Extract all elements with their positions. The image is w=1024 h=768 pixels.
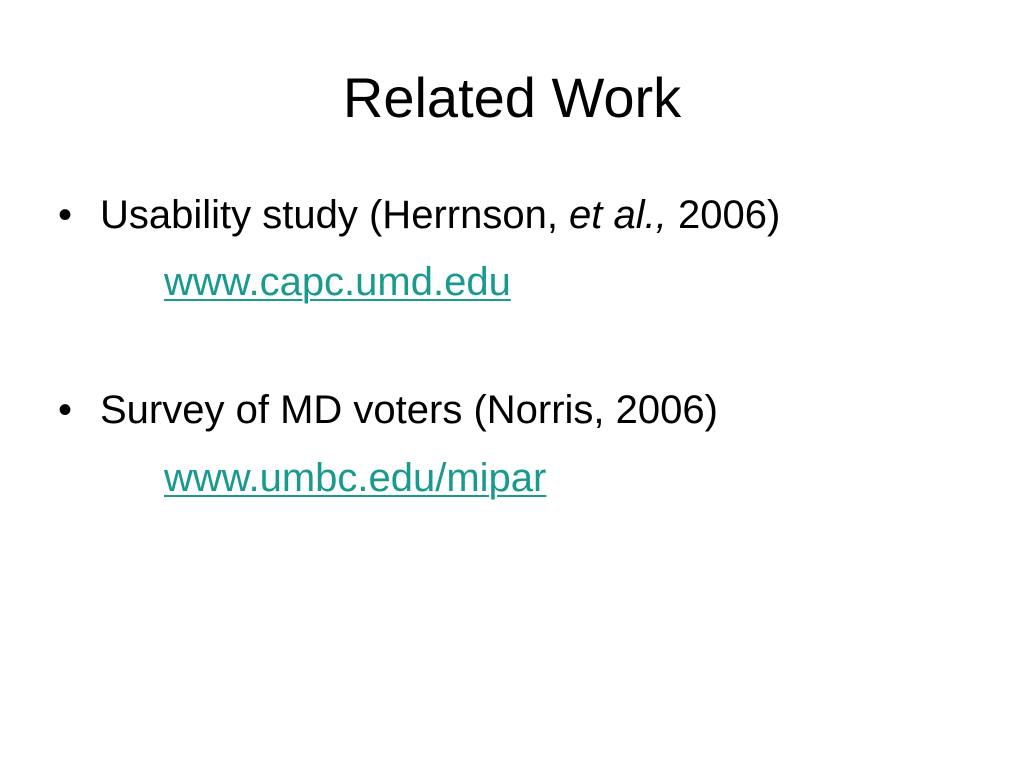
bullet-marker: • [58,388,73,432]
bullet-text-after: 2006) [666,193,781,237]
bullet-marker: • [58,193,73,237]
link-row-capc [164,258,511,306]
bullet-item-usability-study [58,191,780,239]
slide-title: Related Work [342,66,682,129]
bullet-item-survey [58,386,718,434]
bullet-text: Survey of MD voters (Norris, 2006) [100,388,718,432]
bullet-text-italic: et al., [569,193,667,237]
umbc-link[interactable]: www.umbc.edu/mipar [164,456,547,500]
link-row-umbc [164,454,546,502]
capc-link[interactable]: www.capc.umd.edu [164,260,511,304]
bullet-text-before: Usability study (Herrnson, [100,193,570,237]
